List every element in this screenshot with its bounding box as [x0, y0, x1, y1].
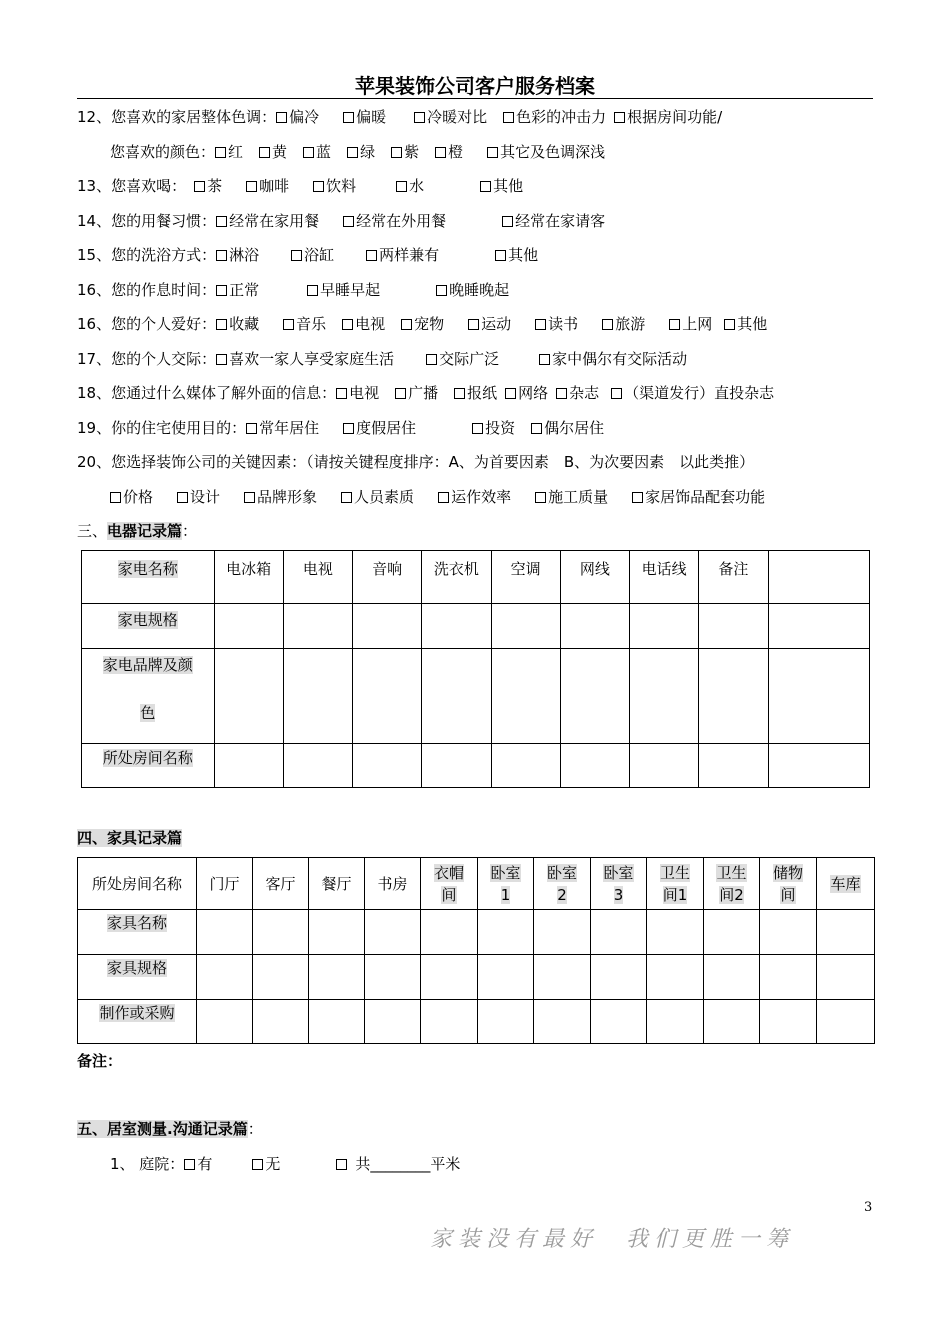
row-label: 家电规格: [117, 611, 178, 629]
title-underline: [77, 98, 873, 99]
option-checkbox[interactable]: 家中偶尔有交际活动: [539, 350, 687, 368]
option-checkbox[interactable]: 其它及色调深浅: [487, 143, 605, 161]
furniture-table: [77, 857, 875, 1044]
option-checkbox[interactable]: 早睡早起: [307, 281, 380, 299]
table-row: [78, 955, 875, 1000]
table-cell[interactable]: [197, 910, 253, 955]
option-checkbox[interactable]: 淋浴: [216, 246, 259, 264]
option-checkbox[interactable]: 人员素质: [341, 488, 414, 506]
option-checkbox[interactable]: 茶: [194, 177, 222, 195]
table-cell[interactable]: [647, 910, 704, 955]
table-header-row: [78, 858, 875, 910]
row-label: 家电品牌及颜: [102, 656, 193, 674]
table-cell[interactable]: [422, 604, 491, 649]
option-checkbox[interactable]: 蓝: [303, 143, 331, 161]
option-checkbox[interactable]: 其他: [724, 315, 767, 333]
option-checkbox[interactable]: 施工质量: [535, 488, 608, 506]
question-label: 15、您的洗浴方式：: [77, 246, 217, 264]
table-cell[interactable]: [309, 1000, 365, 1044]
question-18: [77, 382, 774, 403]
question-15: [77, 244, 538, 265]
option-checkbox[interactable]: 交际广泛: [426, 350, 499, 368]
yard-question: 1、 庭院： 有 无 共________平米: [110, 1155, 461, 1173]
option-checkbox[interactable]: 水: [396, 177, 424, 195]
table-cell[interactable]: [534, 910, 591, 955]
option-checkbox[interactable]: 经常在家用餐: [216, 212, 319, 230]
table-cell[interactable]: [197, 1000, 253, 1044]
option-checkbox[interactable]: 偏冷: [276, 108, 319, 126]
section-3-heading: 三、电器记录篇：: [77, 522, 198, 540]
table-header-cell: 家电名称: [117, 560, 178, 578]
table-cell[interactable]: [197, 955, 253, 1000]
option-checkbox[interactable]: 正常: [216, 281, 259, 299]
table-cell[interactable]: [214, 649, 283, 744]
table-cell[interactable]: [591, 955, 647, 1000]
table-cell[interactable]: [422, 649, 491, 744]
option-checkbox[interactable]: （渠道发行）直投杂志: [611, 384, 774, 402]
page-number: 3: [864, 1200, 873, 1215]
table-header-cell: 卫生 间2: [704, 858, 760, 910]
option-checkbox[interactable]: 经常在外用餐: [343, 212, 446, 230]
table-row: [78, 1000, 875, 1044]
table-cell[interactable]: [478, 910, 534, 955]
table-header-cell: 洗衣机: [422, 551, 491, 604]
option-checkbox[interactable]: 冷暖对比: [414, 108, 487, 126]
row-label: 家具规格: [106, 959, 167, 977]
question-label: 14、您的用餐习惯：: [77, 212, 217, 230]
table-cell[interactable]: [560, 744, 629, 788]
question-label: 16、您的个人爱好：: [77, 315, 217, 333]
option-checkbox[interactable]: 红: [215, 143, 243, 161]
table-header-cell: 电视: [283, 551, 352, 604]
table-cell[interactable]: [478, 1000, 534, 1044]
option-checkbox[interactable]: 运作效率: [438, 488, 511, 506]
option-checkbox[interactable]: 喜欢一家人享受家庭生活: [216, 350, 394, 368]
table-header-cell: 空调: [491, 551, 560, 604]
table-cell[interactable]: [309, 910, 365, 955]
table-header-cell: 卧室 3: [591, 858, 647, 910]
table-cell[interactable]: [365, 955, 421, 1000]
table-header-cell: 餐厅: [309, 858, 365, 910]
table-row: [82, 744, 870, 788]
table-cell[interactable]: [630, 604, 699, 649]
table-header-cell: 储物 间: [760, 858, 817, 910]
option-checkbox[interactable]: 经常在家请客: [502, 212, 605, 230]
table-header-cell: 卫生 间1: [647, 858, 704, 910]
table-header-cell: 卧室 2: [534, 858, 591, 910]
table-cell[interactable]: [421, 955, 478, 1000]
option-checkbox[interactable]: 色彩的冲击力: [503, 108, 606, 126]
table-cell[interactable]: [704, 910, 760, 955]
option-checkbox[interactable]: 电视: [336, 384, 379, 402]
table-cell[interactable]: [760, 910, 817, 955]
table-cell[interactable]: [253, 1000, 309, 1044]
table-header-cell: 卧室 1: [478, 858, 534, 910]
option-checkbox[interactable]: 价格: [110, 488, 153, 506]
note-label: 备注：: [77, 1052, 123, 1070]
table-cell[interactable]: [365, 1000, 421, 1044]
table-cell[interactable]: [309, 955, 365, 1000]
question-label: 20、您选择装饰公司的关键因素：（请按关键程度排序：A、为首要因素 B、为次要因素 以此类推）: [77, 453, 755, 471]
question-label: 1、 庭院：: [110, 1155, 185, 1173]
row-label-continued: 色: [140, 704, 156, 722]
area-input[interactable]: ________: [370, 1155, 431, 1173]
option-checkbox[interactable]: 偏暖: [343, 108, 386, 126]
question-16-hobbies: [77, 313, 767, 334]
table-header-cell: 客厅: [253, 858, 309, 910]
option-checkbox[interactable]: 设计: [177, 488, 220, 506]
table-cell[interactable]: [214, 604, 283, 649]
table-header-cell: 网线: [560, 551, 629, 604]
option-checkbox[interactable]: 收藏: [216, 315, 259, 333]
option-checkbox[interactable]: 黄: [259, 143, 287, 161]
option-checkbox[interactable]: 无: [252, 1155, 280, 1173]
row-label: 家具名称: [106, 914, 167, 932]
question-label: 16、您的作息时间：: [77, 281, 217, 299]
table-cell[interactable]: [817, 910, 875, 955]
table-cell[interactable]: [699, 604, 768, 649]
option-checkbox[interactable]: 有: [184, 1155, 212, 1173]
table-header-cell: 备注: [699, 551, 768, 604]
option-checkbox[interactable]: 报纸: [454, 384, 497, 402]
question-13: [77, 175, 523, 196]
table-header-cell: 电话线: [630, 551, 699, 604]
table-header-cell: [768, 551, 870, 604]
table-row: [82, 604, 870, 649]
table-header-cell: 衣帽 间: [421, 858, 478, 910]
option-checkbox[interactable]: 两样兼有: [366, 246, 439, 264]
question-16-schedule: [77, 279, 509, 300]
option-checkbox[interactable]: [336, 1155, 349, 1173]
table-cell[interactable]: [353, 744, 422, 788]
option-checkbox[interactable]: 偶尔居住: [531, 419, 604, 437]
question-12-colors: [110, 141, 605, 162]
question-14: [77, 210, 605, 231]
option-checkbox[interactable]: 品牌形象: [244, 488, 317, 506]
option-checkbox[interactable]: 常年居住: [246, 419, 319, 437]
table-cell[interactable]: [768, 604, 870, 649]
table-cell[interactable]: [760, 1000, 817, 1044]
table-cell[interactable]: [491, 649, 560, 744]
option-checkbox[interactable]: 其他: [480, 177, 523, 195]
option-checkbox[interactable]: 家居饰品配套功能: [632, 488, 765, 506]
table-cell[interactable]: [253, 955, 309, 1000]
option-checkbox[interactable]: 咖啡: [246, 177, 289, 195]
option-checkbox[interactable]: 读书: [535, 315, 578, 333]
table-cell[interactable]: [591, 910, 647, 955]
table-cell[interactable]: [647, 955, 704, 1000]
option-checkbox[interactable]: 运动: [468, 315, 511, 333]
table-cell[interactable]: [817, 1000, 875, 1044]
option-checkbox[interactable]: 音乐: [283, 315, 326, 333]
table-cell[interactable]: [353, 649, 422, 744]
table-cell[interactable]: [704, 955, 760, 1000]
table-header-row: [82, 551, 870, 604]
question-label: 19、你的住宅使用目的：: [77, 419, 247, 437]
option-checkbox[interactable]: 投资: [472, 419, 515, 437]
appliance-table: [81, 550, 870, 788]
table-cell[interactable]: [283, 744, 352, 788]
row-label: 所处房间名称: [102, 749, 193, 767]
table-cell[interactable]: [560, 649, 629, 744]
question-label: 17、您的个人交际：: [77, 350, 217, 368]
question-label: 12、您喜欢的家居整体色调：: [77, 108, 277, 126]
table-cell[interactable]: [365, 910, 421, 955]
option-checkbox[interactable]: 旅游: [602, 315, 645, 333]
option-checkbox[interactable]: 紫: [391, 143, 419, 161]
table-cell[interactable]: [768, 744, 870, 788]
table-cell[interactable]: [534, 955, 591, 1000]
table-cell[interactable]: [630, 649, 699, 744]
question-17: [77, 348, 687, 369]
table-row: [78, 910, 875, 955]
table-header-cell: 书房: [365, 858, 421, 910]
option-checkbox[interactable]: 橙: [435, 143, 463, 161]
option-checkbox[interactable]: 上网: [669, 315, 712, 333]
table-cell[interactable]: [214, 744, 283, 788]
table-cell[interactable]: [699, 744, 768, 788]
table-cell[interactable]: [534, 1000, 591, 1044]
table-cell[interactable]: [478, 955, 534, 1000]
table-cell[interactable]: [647, 1000, 704, 1044]
table-cell[interactable]: [630, 744, 699, 788]
question-12: [77, 106, 722, 127]
table-cell[interactable]: [699, 649, 768, 744]
option-checkbox[interactable]: 浴缸: [291, 246, 334, 264]
option-checkbox[interactable]: 网络: [505, 384, 548, 402]
question-label: 18、您通过什么媒体了解外面的信息：: [77, 384, 337, 402]
option-checkbox[interactable]: 其他: [495, 246, 538, 264]
table-cell[interactable]: [422, 744, 491, 788]
table-header-cell: 车库: [817, 858, 875, 910]
question-label: 您喜欢的颜色：: [110, 143, 216, 161]
table-header-cell: 电冰箱: [214, 551, 283, 604]
option-checkbox[interactable]: 根据房间功能/: [614, 108, 722, 126]
table-cell[interactable]: [760, 955, 817, 1000]
option-checkbox[interactable]: 饮料: [313, 177, 356, 195]
page-title: 苹果装饰公司客户服务档案: [355, 74, 595, 98]
table-cell[interactable]: [283, 649, 352, 744]
table-cell[interactable]: [591, 1000, 647, 1044]
option-checkbox[interactable]: 广播: [395, 384, 438, 402]
table-cell[interactable]: [768, 649, 870, 744]
table-cell[interactable]: [491, 744, 560, 788]
table-cell[interactable]: [704, 1000, 760, 1044]
table-header-cell: 门厅: [197, 858, 253, 910]
option-checkbox[interactable]: 晚睡晚起: [436, 281, 509, 299]
question-label: 13、您喜欢喝：: [77, 177, 187, 195]
option-checkbox[interactable]: 宠物: [401, 315, 444, 333]
section-5-heading: 五、居室测量.沟通记录篇：: [77, 1120, 263, 1138]
option-checkbox[interactable]: 度假居住: [343, 419, 416, 437]
option-checkbox[interactable]: 绿: [347, 143, 375, 161]
option-checkbox[interactable]: 电视: [342, 315, 385, 333]
table-row: [82, 649, 870, 744]
option-checkbox[interactable]: 杂志: [556, 384, 599, 402]
section-4-heading: 四、家具记录篇: [77, 829, 183, 847]
table-header-cell: 音响: [353, 551, 422, 604]
table-cell[interactable]: [421, 910, 478, 955]
table-cell[interactable]: [253, 910, 309, 955]
table-cell[interactable]: [353, 604, 422, 649]
question-20: [77, 451, 754, 472]
table-cell[interactable]: [283, 604, 352, 649]
table-cell[interactable]: [560, 604, 629, 649]
question-19: [77, 417, 604, 438]
table-cell[interactable]: [491, 604, 560, 649]
table-header-cell: 所处房间名称: [78, 858, 197, 910]
row-label: 制作或采购: [99, 1004, 175, 1022]
question-20-options: [110, 486, 765, 507]
footer-slogan: 家装没有最好 我们更胜一筹: [430, 1227, 795, 1252]
table-cell[interactable]: [817, 955, 875, 1000]
table-cell[interactable]: [421, 1000, 478, 1044]
